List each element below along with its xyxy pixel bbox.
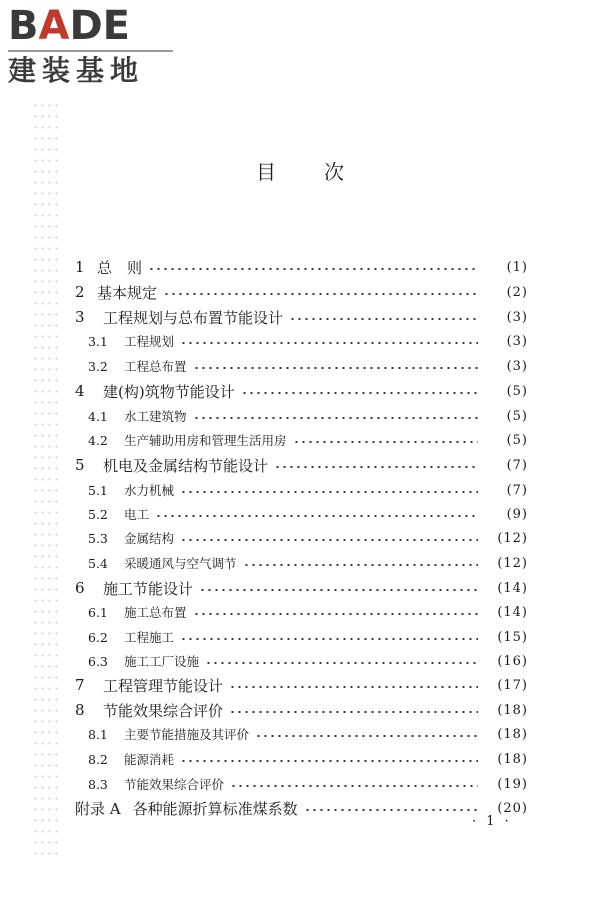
toc-entry-page: (5) (506, 432, 528, 448)
toc-entry (88, 601, 528, 623)
toc-entry-label: 电工 (124, 507, 150, 522)
toc-entry-page: (18) (497, 726, 528, 742)
toc-entry-label: 总 则 (97, 258, 143, 277)
toc-entry (88, 503, 528, 525)
toc-entry-number: 8.1 (88, 726, 108, 742)
toc-entry-label: 施工总布置 (124, 605, 187, 620)
toc-entry-page: (7) (506, 482, 528, 498)
toc-entry-page: (16) (497, 653, 528, 669)
toc-entry-number: 8 (75, 701, 85, 719)
toc-entry-page: (7) (506, 457, 528, 473)
toc-entry-label: 施工工厂设施 (124, 654, 200, 669)
toc-entry-label: 节能效果综合评价 (103, 701, 224, 720)
page-title: 目次 (256, 160, 392, 184)
logo-wordmark: BADE (8, 3, 130, 49)
toc-leader-dots (230, 785, 478, 787)
toc-entry (88, 650, 528, 672)
toc-entry-label: 机电及金属结构节能设计 (103, 456, 269, 475)
toc-entry (75, 380, 528, 402)
toc-entry-page: (3) (506, 358, 528, 374)
toc-leader-dots (155, 515, 478, 517)
toc-entry-label: 生产辅助用房和管理生活用房 (124, 433, 287, 448)
toc-leader-dots (229, 686, 478, 688)
toc-entry (88, 626, 528, 648)
toc-entry-number: 5.2 (88, 506, 108, 522)
toc-entry-label: 水力机械 (124, 483, 175, 498)
logo-divider (8, 50, 173, 52)
scan-margin-noise (32, 100, 62, 860)
toc-leader-dots (193, 613, 478, 615)
toc-entry (88, 355, 528, 377)
logo-subtitle: 建装基地 (8, 54, 145, 87)
toc-entry-number: 4 (75, 382, 85, 400)
toc-leader-dots (180, 491, 478, 493)
toc-leader-dots (274, 466, 478, 468)
toc-entry-page: (20) (497, 800, 528, 816)
toc-leader-dots (180, 760, 478, 762)
toc-leader-dots (180, 638, 478, 640)
toc-leader-dots (180, 342, 478, 344)
toc-entry (88, 330, 528, 352)
toc-entry-number: 5 (75, 456, 85, 474)
toc-entry-label: 工程管理节能设计 (103, 676, 224, 695)
toc-entry (75, 306, 528, 328)
toc-entry-page: (5) (506, 408, 528, 424)
toc-entry-label: 建(构)筑物节能设计 (103, 382, 235, 401)
toc-entry-number: 6.1 (88, 604, 108, 620)
toc-entry (88, 552, 528, 574)
toc-entry-page: (9) (506, 506, 528, 522)
toc-entry-page: (1) (506, 259, 528, 275)
toc-entry (75, 281, 528, 303)
toc-entry-label: 水工建筑物 (124, 409, 187, 424)
toc-entry (75, 577, 528, 599)
toc-leader-dots (243, 564, 478, 566)
toc-entry-label: 能源消耗 (124, 752, 175, 767)
toc-entry-number: 3.1 (88, 333, 108, 349)
toc-entry-number: 8.3 (88, 776, 108, 792)
toc-entry-number: 8.2 (88, 751, 108, 767)
toc-leader-dots (229, 711, 478, 713)
toc-entry-page: (19) (497, 776, 528, 792)
toc-entry-number: 3.2 (88, 358, 108, 374)
toc-entry-page: (15) (497, 629, 528, 645)
toc-entry-page: (14) (497, 580, 528, 596)
toc-entry-label: 各种能源折算标准煤系数 (132, 799, 298, 818)
toc-leader-dots (193, 417, 478, 419)
toc-entry-number: 5.3 (88, 530, 108, 546)
toc-entry-label: 节能效果综合评价 (124, 777, 225, 792)
toc-leader-dots (193, 367, 478, 369)
toc-entry (88, 773, 528, 795)
toc-entry-number: 6.2 (88, 629, 108, 645)
logo (8, 4, 178, 88)
toc-leader-dots (205, 662, 478, 664)
page-number: · 1 · (472, 814, 512, 829)
toc-entry-page: (2) (506, 284, 528, 300)
toc-entry-number: 附录 A (75, 799, 121, 818)
toc-entry-page: (18) (497, 702, 528, 718)
toc-entry-page: (17) (497, 677, 528, 693)
toc-entry (88, 429, 528, 451)
toc-entry-label: 采暖通风与空气调节 (124, 556, 237, 571)
toc-entry-page: (3) (506, 333, 528, 349)
toc-entry (88, 723, 528, 745)
toc-entry-label: 施工节能设计 (103, 579, 194, 598)
toc-entry-number: 3 (75, 308, 85, 326)
toc-leader-dots (289, 318, 478, 320)
toc-entry-label: 工程规划 (124, 334, 175, 349)
toc-entry (88, 405, 528, 427)
toc-entry (75, 674, 528, 696)
toc-entry-number: 7 (75, 676, 85, 694)
toc-entry-number: 6 (75, 579, 85, 597)
toc-leader-dots (148, 268, 478, 270)
toc-entry-page: (12) (497, 530, 528, 546)
toc-entry-page: (12) (497, 555, 528, 571)
toc-entry-label: 金属结构 (124, 531, 175, 546)
toc-entry (75, 454, 528, 476)
toc-entry-label: 主要节能措施及其评价 (124, 727, 250, 742)
toc-entry-number: 2 (75, 283, 85, 301)
toc-leader-dots (293, 441, 478, 443)
toc-entry-number: 6.3 (88, 653, 108, 669)
toc-entry-label: 工程施工 (124, 630, 175, 645)
toc-entry (88, 527, 528, 549)
toc-entry-page: (3) (506, 309, 528, 325)
toc-entry-number: 4.2 (88, 432, 108, 448)
toc-leader-dots (241, 392, 478, 394)
toc-entry (75, 256, 528, 278)
toc-leader-dots (199, 589, 478, 591)
toc-entry (88, 748, 528, 770)
toc-leader-dots (163, 293, 478, 295)
toc-entry-number: 5.4 (88, 555, 108, 571)
toc-entry (75, 797, 528, 819)
toc-entry (75, 699, 528, 721)
toc-entry-page: (14) (497, 604, 528, 620)
toc-leader-dots (304, 809, 478, 811)
toc-entry-label: 工程规划与总布置节能设计 (103, 308, 284, 327)
toc-entry-number: 1 (75, 258, 85, 276)
toc-entry-page: (5) (506, 383, 528, 399)
toc-leader-dots (180, 539, 478, 541)
toc-entry-page: (18) (497, 751, 528, 767)
toc-entry-number: 5.1 (88, 482, 108, 498)
toc-entry-number: 4.1 (88, 408, 108, 424)
toc-leader-dots (255, 735, 478, 737)
toc-entry-label: 基本规定 (97, 283, 158, 302)
toc-entry-label: 工程总布置 (124, 359, 187, 374)
toc-entry (88, 479, 528, 501)
